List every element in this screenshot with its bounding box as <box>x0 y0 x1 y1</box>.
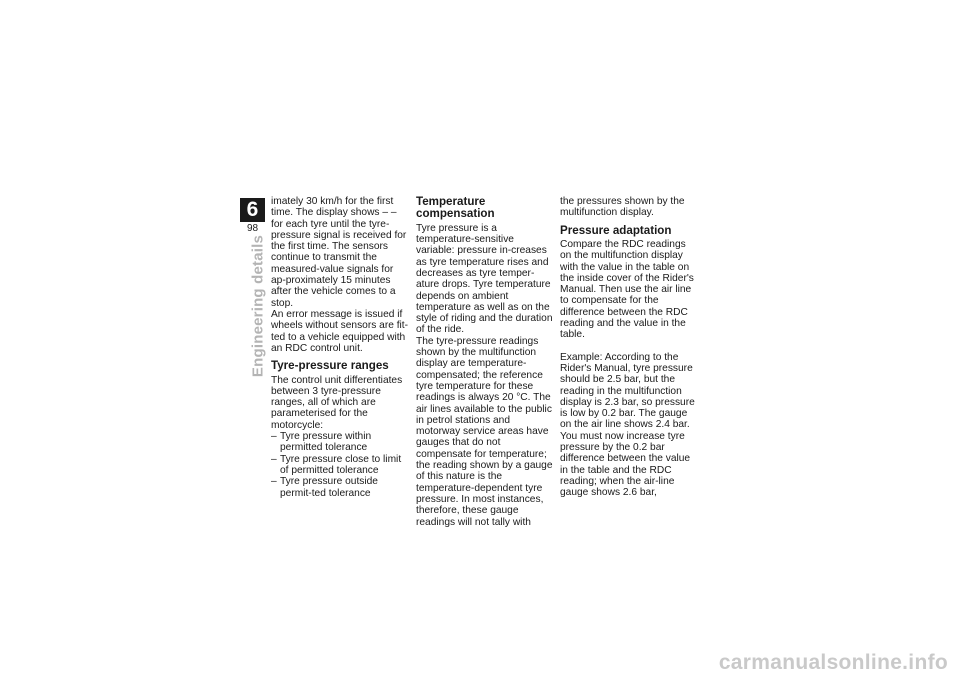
list-item: – Tyre pressure close to limit of permitted tolerance <box>271 454 409 477</box>
chapter-title: Engineering details <box>249 234 267 378</box>
heading-temperature-compensation: Temperature compensation <box>416 195 495 221</box>
page-number: 98 <box>246 223 259 234</box>
paragraph: Example: According to the Rider's Manual, tyre pressure should be 2.5 bar, but the reading in the multifunction display is 2.3 bar, so pressure is low by 0.2 bar. The gauge on the air line shows 2.4 bar. You must now increase tyre pressure by the 0.2 bar difference between the value in the table and the RDC reading; when the air-line gauge shows 2.6 bar, <box>560 351 695 499</box>
list-item: – Tyre pressure within permitted tolerance <box>271 431 409 454</box>
chapter-number: 6 <box>240 198 265 222</box>
text-column-3 <box>560 196 698 499</box>
watermark: carmanualsonline.info <box>718 651 948 674</box>
pressure-range-list <box>271 431 409 499</box>
paragraph: Tyre pressure is a temperature-sensitive variable: pressure in-creases as tyre temperature rises and decreases as tyre temper-ature drops. Tyre temperature depends on ambient temperature as well as on the style of riding and the duration of the ride. <box>416 222 553 336</box>
paragraph: Compare the RDC readings on the multifunction display with the value in the table on the inside cover of the Rider's Manual. Then use the air line to compensate for the difference between the RDC reading and the value in the table. <box>560 239 694 341</box>
chapter-tab <box>240 198 265 238</box>
list-item: – Tyre pressure outside permit-ted tolerance <box>271 476 409 499</box>
paragraph: The control unit differentiates between 3 tyre-pressure ranges, all of which are parameterised for the motorcycle: <box>271 374 403 431</box>
heading-tyre-pressure-ranges: Tyre-pressure ranges <box>271 359 389 373</box>
heading-pressure-adaptation: Pressure adaptation <box>560 223 672 237</box>
paragraph: imately 30 km/h for the first time. The display shows – – for each tyre until the tyre-pressure signal is received for the first time. The sensors continue to transmit the measured-value signals for ap-proximately 15 minutes after the vehicle comes to a stop. <box>271 196 407 309</box>
paragraph: the pressures shown by the multifunction display. <box>560 196 685 219</box>
text-column-1 <box>271 196 409 499</box>
paragraph-gap <box>560 341 698 352</box>
text-column-2 <box>416 196 554 528</box>
paragraph: The tyre-pressure readings shown by the multifunction display are temperature-compensated; the reference tyre temperature for these readings is always 20 °C. The air lines available to the public in petrol stations and motorway service areas have gauges that do not compensate for temperature; the reading shown by a gauge of this nature is the temperature-dependent tyre pressure. In most instances, therefore, these gauge readings will not tally with <box>416 335 553 528</box>
paragraph: An error message is issued if wheels without sensors are fit-ted to a vehicle equipped with an RDC control unit. <box>271 308 409 354</box>
